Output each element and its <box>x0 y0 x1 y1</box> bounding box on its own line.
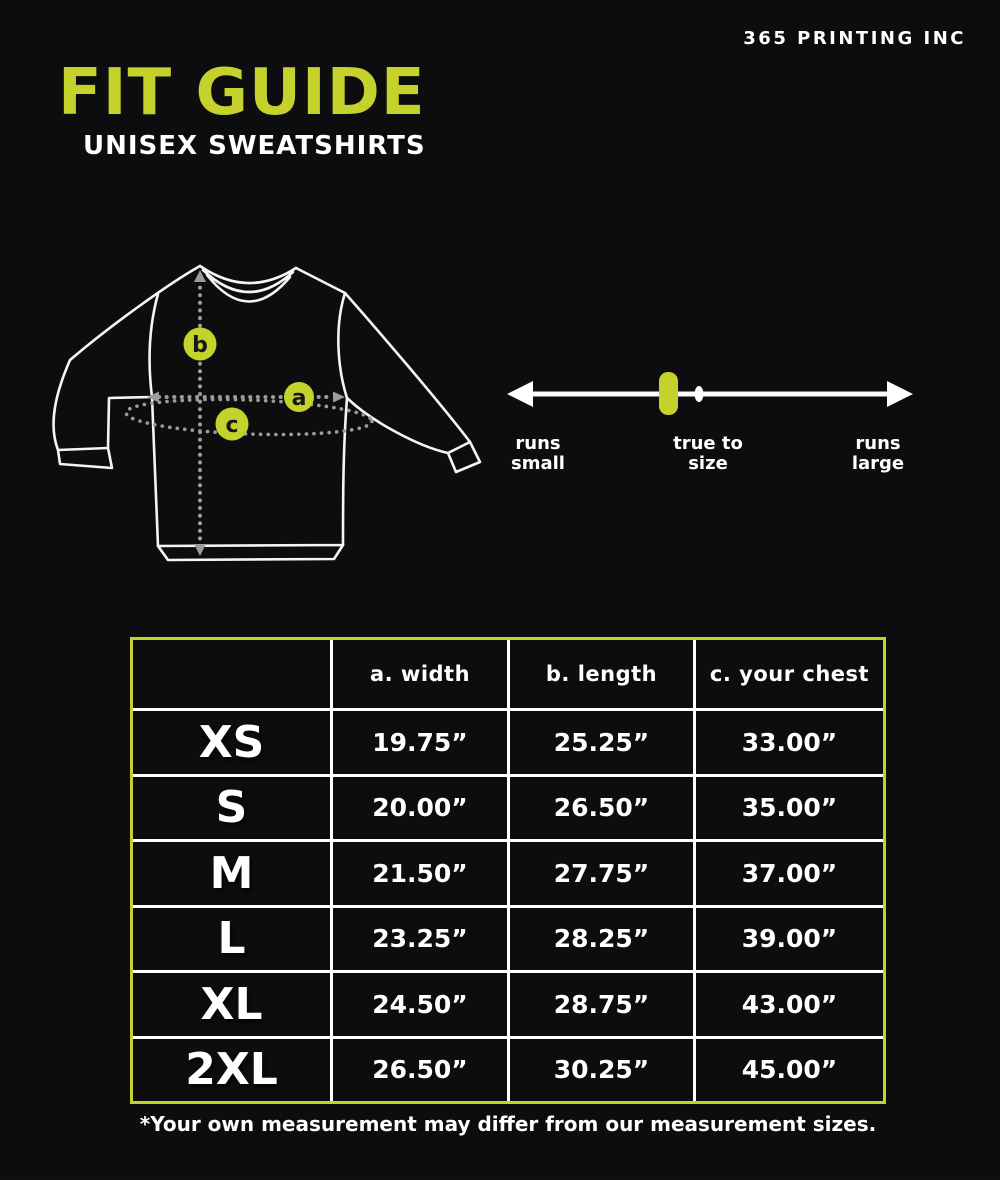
chest-cell: 43.00” <box>693 970 883 1036</box>
width-cell: 24.50” <box>330 970 507 1036</box>
column-header-length: b. length <box>507 640 693 708</box>
scale-arrow-left-icon <box>507 381 533 407</box>
size-cell: M <box>133 839 330 905</box>
chest-cell: 35.00” <box>693 774 883 840</box>
marker-c-label: c <box>225 413 239 438</box>
arrow-down-icon <box>194 544 206 556</box>
scale-label-true-to-size: true to size <box>673 433 743 474</box>
width-cell: 20.00” <box>330 774 507 840</box>
size-cell: XS <box>133 708 330 774</box>
brand-name: 365 PRINTING INC <box>743 28 966 49</box>
column-header-chest: c. your chest <box>693 640 883 708</box>
footnote: *Your own measurement may differ from our measurement sizes. <box>139 1112 877 1136</box>
fit-scale-arrow <box>505 356 915 420</box>
size-table <box>130 637 886 1104</box>
width-cell: 26.50” <box>330 1036 507 1102</box>
length-cell: 28.25” <box>507 905 693 971</box>
arrow-right-icon <box>333 392 345 403</box>
width-cell: 21.50” <box>330 839 507 905</box>
length-cell: 25.25” <box>507 708 693 774</box>
page-subtitle: UNISEX SWEATSHIRTS <box>83 131 426 162</box>
size-cell: XL <box>133 970 330 1036</box>
marker-a-label: a <box>291 386 307 411</box>
scale-marker <box>659 372 678 415</box>
scale-label-runs-large: runs large <box>851 433 905 474</box>
chest-cell: 39.00” <box>693 905 883 971</box>
marker-b-label: b <box>192 333 208 358</box>
length-cell: 30.25” <box>507 1036 693 1102</box>
size-cell: L <box>133 905 330 971</box>
column-header-corner <box>133 640 330 708</box>
size-cell: S <box>133 774 330 840</box>
scale-midpoint-dot <box>695 386 704 402</box>
column-header-width: a. width <box>330 640 507 708</box>
measure-lines <box>125 270 372 556</box>
length-cell: 27.75” <box>507 839 693 905</box>
chest-dotted-ellipse <box>125 396 372 439</box>
width-cell: 19.75” <box>330 708 507 774</box>
length-cell: 26.50” <box>507 774 693 840</box>
page-title: FIT GUIDE <box>58 56 426 130</box>
chest-cell: 33.00” <box>693 708 883 774</box>
sweatshirt-outline-icon <box>54 266 480 560</box>
scale-arrow-right-icon <box>887 381 913 407</box>
fit-scale <box>505 356 915 486</box>
chest-cell: 37.00” <box>693 839 883 905</box>
chest-cell: 45.00” <box>693 1036 883 1102</box>
size-cell: 2XL <box>133 1036 330 1102</box>
scale-label-runs-small: runs small <box>511 433 565 474</box>
length-cell: 28.75” <box>507 970 693 1036</box>
width-cell: 23.25” <box>330 905 507 971</box>
diagram-markers <box>184 328 315 441</box>
sweatshirt-diagram <box>40 250 500 590</box>
title-block <box>58 56 426 162</box>
